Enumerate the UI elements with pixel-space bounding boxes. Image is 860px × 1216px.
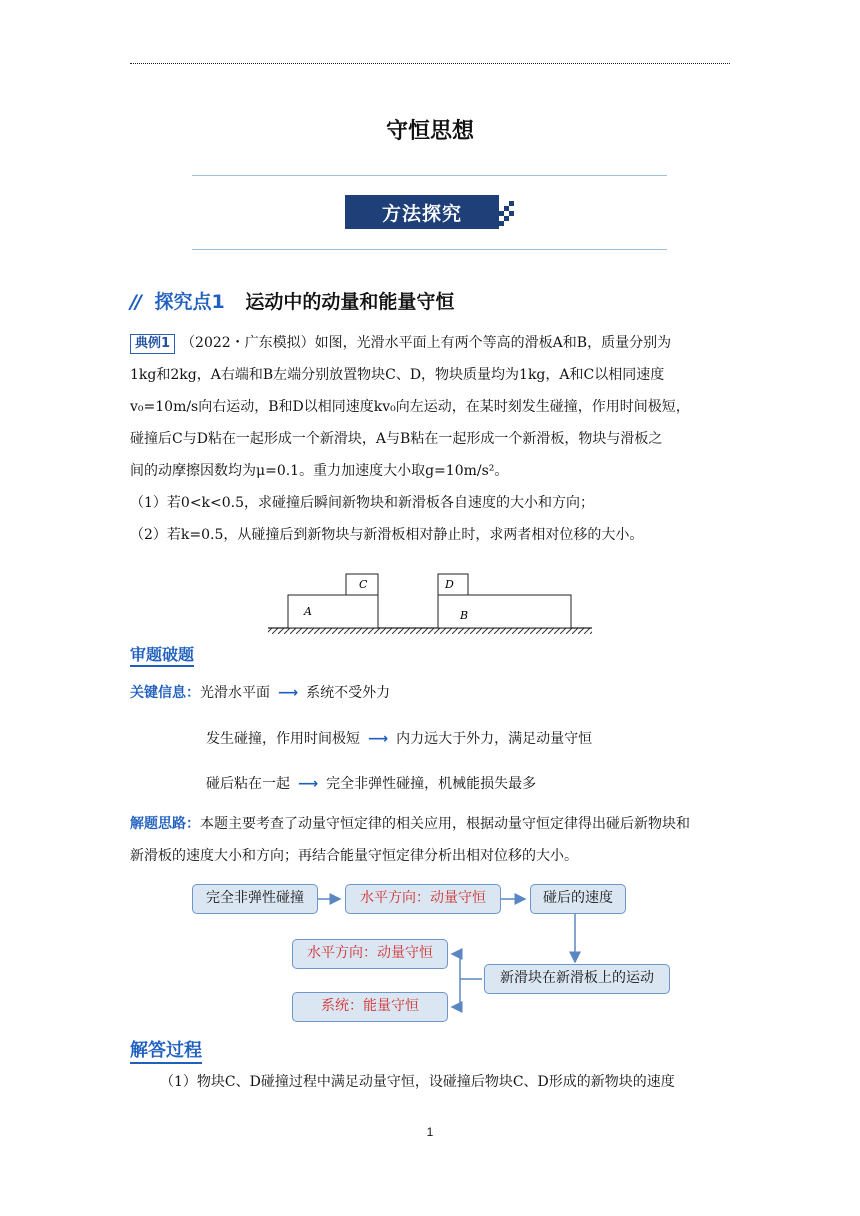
flow-box-collision: 完全非弹性碰撞 [192, 884, 318, 914]
idea-line-2: 新滑板的速度大小和方向；再结合能量守恒定律分析出相对位移的大小。 [130, 848, 578, 864]
banner-label: 方法探究 [381, 203, 462, 225]
arrow-right-icon: ⟶ [368, 731, 389, 747]
idea-label: 解题思路： [130, 816, 200, 832]
solution-line-1: （1）物块C、D碰撞过程中满足动量守恒，设碰撞后物块C、D形成的新物块的速度 [160, 1074, 675, 1090]
label-c: C [359, 578, 368, 591]
flow-box-momentum-2: 水平方向：动量守恒 [292, 939, 448, 969]
example-line-4: 碰撞后C与D粘在一起形成一个新滑块，A与B粘在一起形成一个新滑板，物块与滑板之 [130, 431, 663, 447]
section-label: 探究点1 [154, 291, 225, 313]
example-text [130, 327, 730, 551]
arrow-right-icon: ⟶ [298, 776, 319, 792]
key-info-label: 关键信息： [130, 685, 200, 701]
example-line-5: 间的动摩擦因数均为μ=0.1。重力加速度大小取g=10m/s²。 [130, 463, 509, 479]
label-a: A [304, 605, 312, 618]
example-line-1: 典例1 （2022・广东模拟）如图，光滑水平面上有两个等高的滑板A和B，质量分别为 [130, 327, 730, 359]
arrow-right-icon: ⟶ [278, 685, 299, 701]
slab-a [288, 595, 378, 628]
idea-line-1: 本题主要考查了动量守恒定律的相关应用，根据动量守恒定律得出碰后新物块和 [200, 816, 690, 832]
analysis-heading: 审题破题 [130, 642, 194, 665]
example-line-3: v₀=10m/s向右运动，B和D以相同速度kv₀向左运动，在某时刻发生碰撞，作用时间极短， [130, 399, 690, 415]
section-title: 运动中的动量和能量守恒 [245, 291, 455, 313]
header-rule [130, 63, 730, 64]
flow-box-motion: 新滑块在新滑板上的运动 [484, 964, 670, 994]
question-2: （2）若k=0.5，从碰撞后到新物块与新滑板相对静止时，求两者相对位移的大小。 [130, 527, 644, 543]
slab-b [438, 595, 571, 628]
key-info-row-2: 发生碰撞，作用时间极短 ⟶ 内力远大于外力，满足动量守恒 [206, 731, 593, 747]
label-d: D [445, 578, 454, 591]
example-line-2: 1kg和2kg，A右端和B左端分别放置物块C、D，物块质量均为1kg，A和C以相同速度 [130, 367, 665, 383]
solution-heading: 解答过程 [130, 1036, 202, 1062]
label-b: B [460, 609, 469, 622]
slash-icon: // [130, 291, 140, 313]
question-1: （1）若0<k<0.5，求碰撞后瞬间新物块和新滑板各自速度的大小和方向； [130, 495, 595, 511]
key-info-row-1: 关键信息：光滑水平面 ⟶ 系统不受外力 [130, 685, 391, 701]
page-title: 守恒思想 [385, 119, 474, 144]
blocks-figure [260, 568, 600, 636]
flow-box-velocity: 碰后的速度 [530, 884, 626, 914]
page-number: 1 [426, 1125, 434, 1139]
banner-rule-bottom [192, 249, 667, 250]
key-info-row-3: 碰后粘在一起 ⟶ 完全非弹性碰撞，机械能损失最多 [206, 776, 537, 792]
flow-box-energy: 系统：能量守恒 [292, 992, 448, 1022]
flow-box-momentum-1: 水平方向：动量守恒 [345, 884, 501, 914]
banner-rule-top [192, 175, 667, 176]
section-heading [130, 287, 454, 314]
solution-idea [130, 808, 730, 872]
method-banner [345, 195, 515, 229]
example-tag: 典例1 [130, 334, 175, 354]
